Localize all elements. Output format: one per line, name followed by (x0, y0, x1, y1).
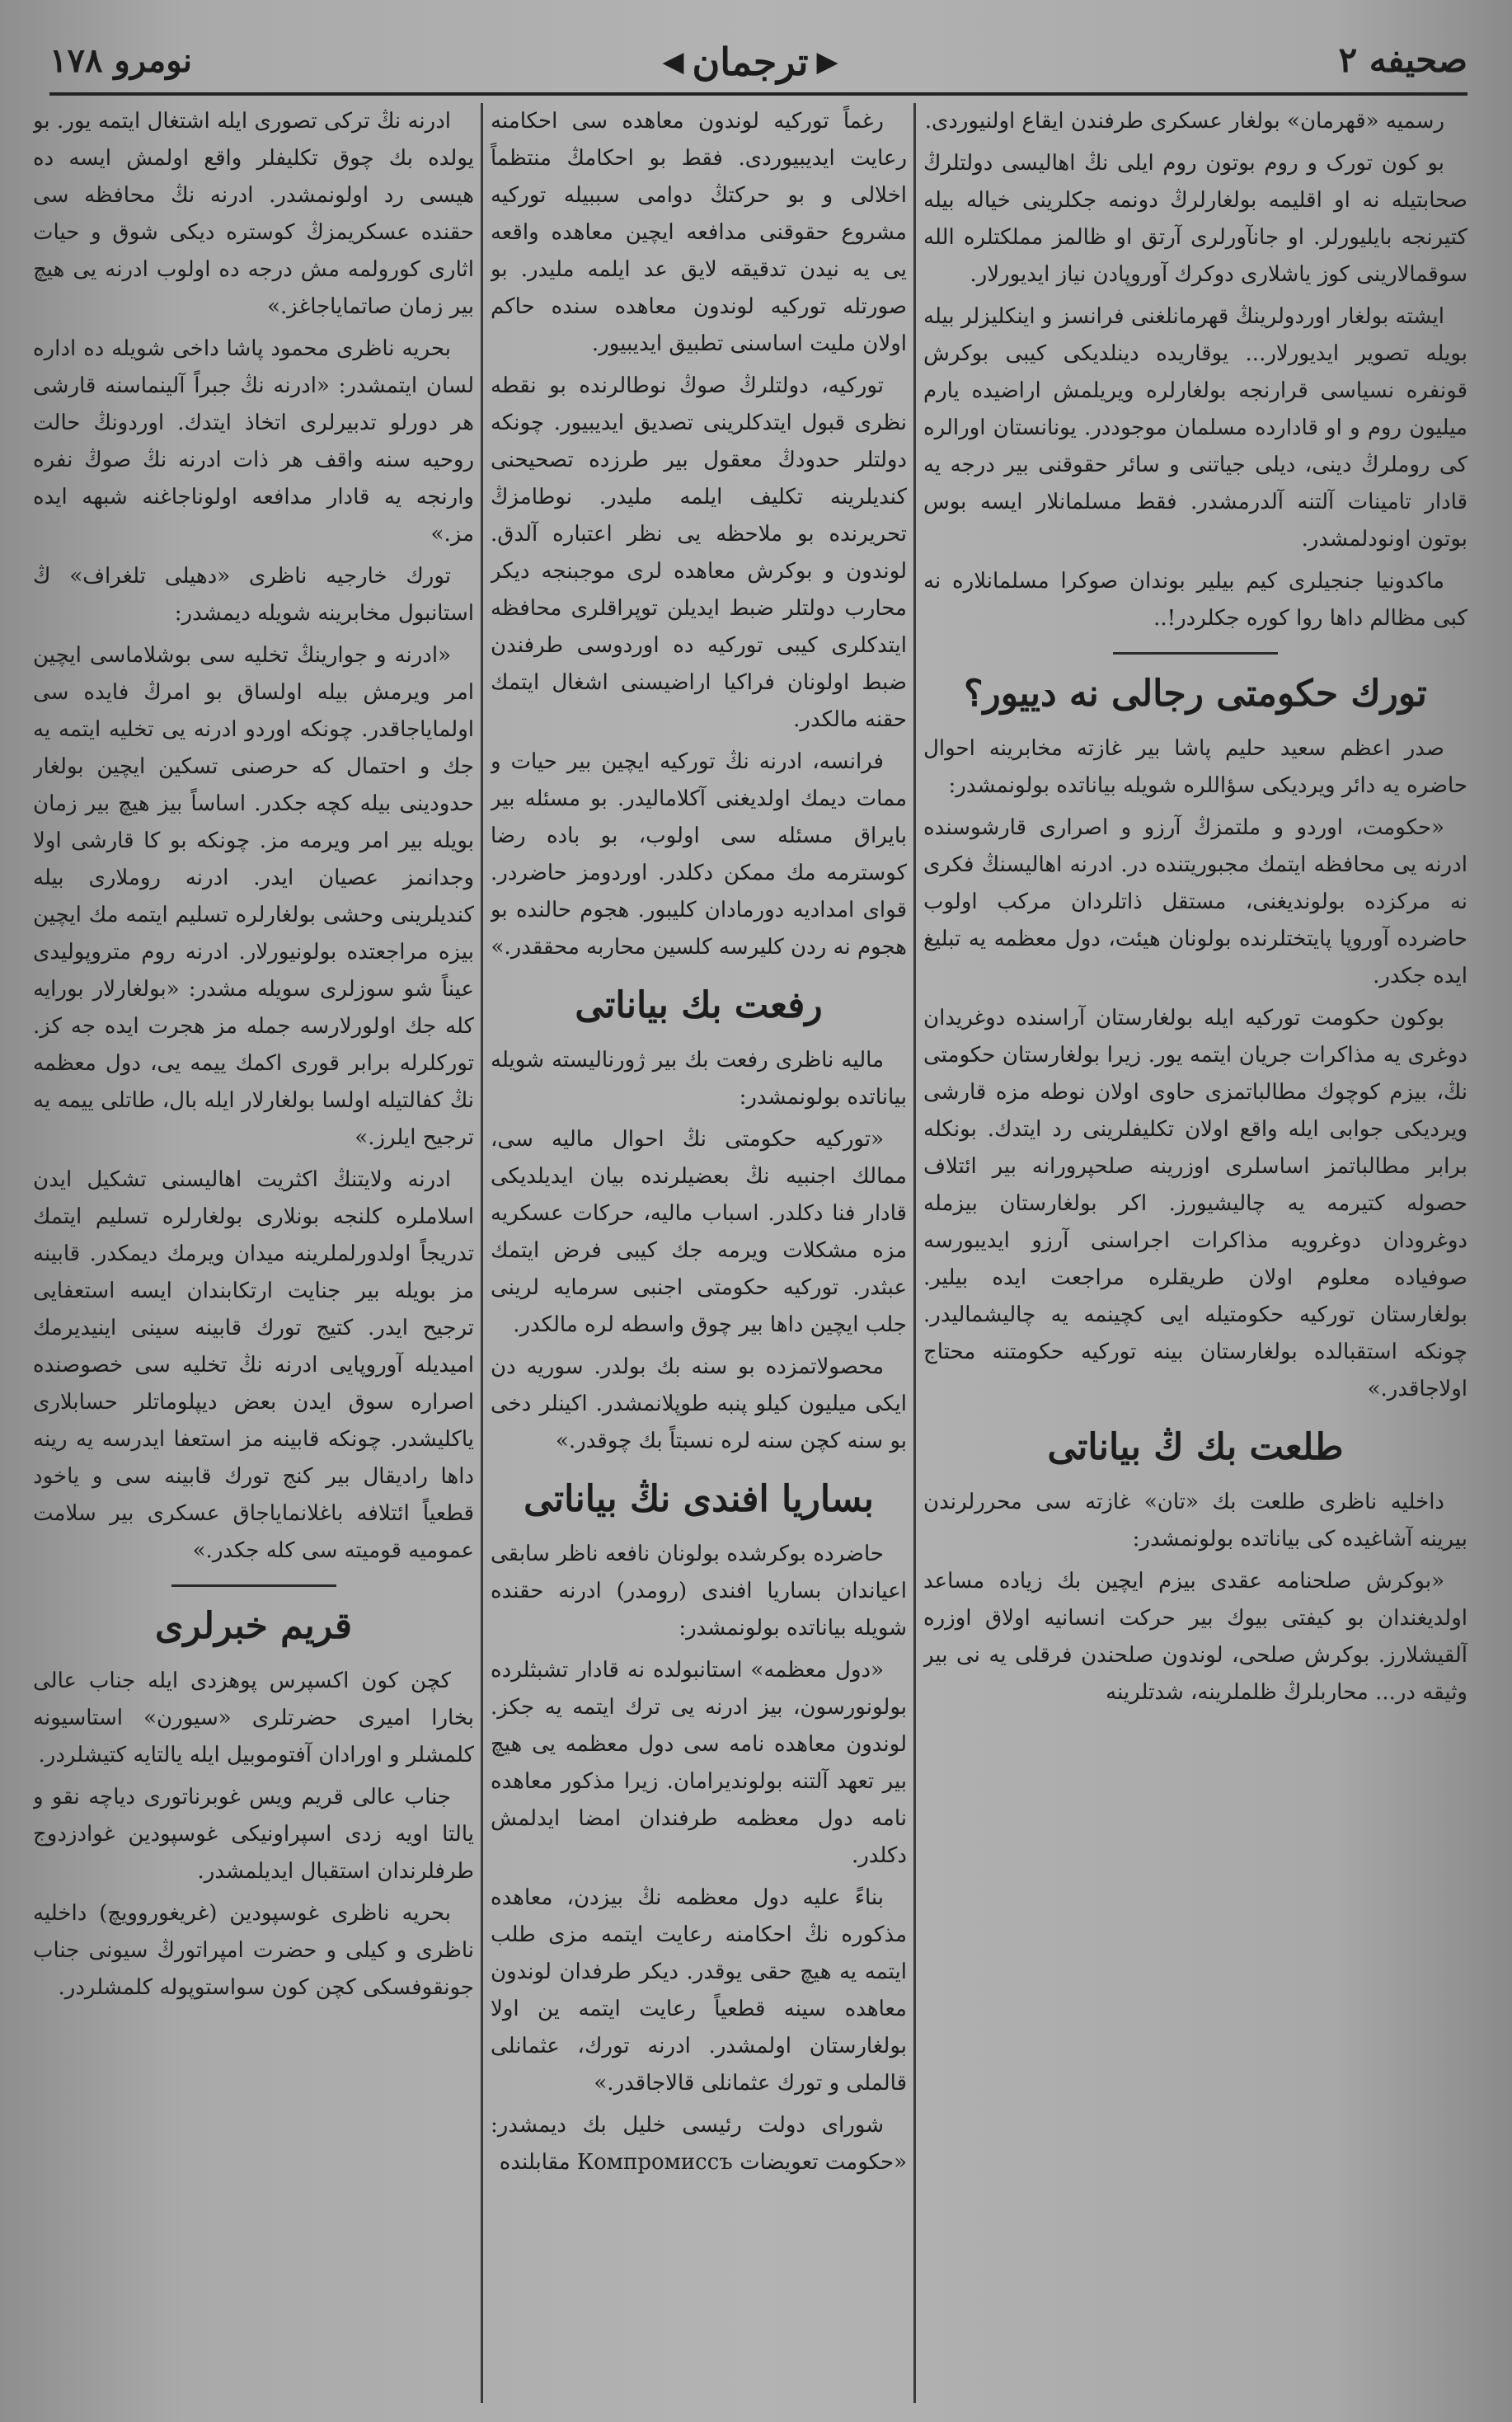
article-paragraph: ادرنه نڭ ترکی تصوری ایله اشتغال ایتمه یور. بو یولده بك چوق تکلیفلر واقع اولمش ایسه ده هیسی رد اولونمشدر. ادرنه نڭ محافظه سی حقنده عسکریمزڭ کوستره دیکی شوق و حیات اثاری کورولمه مش درجه ده اولوب ادرنه یی هیچ بیر زمان صاتمایاجاغز.» (33, 109, 474, 319)
section-heading: طلعت بك ڭ بیاناتی (1047, 1426, 1344, 1468)
article-paragraph: مالیه ناظری رفعت بك بیر ژورنالیسته شویله بیاناتده بولونمشدر: (491, 1048, 907, 1110)
page-number-label: صحیفه ۲ (1338, 40, 1467, 80)
article-paragraph: «تورکیه حکومتی نڭ احوال مالیه سی، ممالك اجنبیه نڭ بعضیلرنده بیان ایدیلدیکی قادار فنا دکلدر. اسباب مالیه، حرکات عسکریه مزه مشکلات ویرمه جك کیبی فرض ایتمك عبثدر. تورکیه حکومتی اجنبی سرمایه لرینی جلب ایچین داها بیر چوق واسطه لره مالکدر. (491, 1127, 907, 1337)
left-ornament-icon: ◀ (662, 45, 684, 78)
right-ornament-icon: ▶ (816, 45, 838, 78)
article-paragraph: حاضرده بوکرشده بولونان نافعه ناظر سابقی اعیاندان بساریا افندی (رومدر) ادرنه حقنده شویله بیاناتده بولونمشدر: (491, 1542, 907, 1640)
column-right (923, 103, 1467, 2403)
article-paragraph: بحریه ناظری محمود پاشا داخی شویله ده اداره لسان ایتمشدر: «ادرنه نڭ جبراً آلینماسنه قارشی هر دورلو تدبیرلری اتخاذ ایتدك. اوردونڭ حالت روحیه سنه واقف هر ذات ادرنه نڭ صوڭ نفره وارنجه یه قادار مدافعه اولوناجاغنه شبهه ایده مز.» (33, 336, 474, 547)
article-paragraph: جناب عالی قریم ویس غوبرناتوری دیاچه نقو و یالتا اویه زدی اسپراونیکی غوسپودین غوادزدوج طرفلرندان استقبال ایدیلمشدر. (33, 1785, 474, 1884)
article-paragraph: «دول معظمه» استانبولده نه قادار تشبثلرده بولونورسون، بیز ادرنه یی ترك ایتمه یه جکز. لوندون معاهده نامه سی دول معظمه یی هیچ بیر تعهد آلتنه بولوندیرامان. زیرا مذکور معاهده نامه دول معظمه طرفندان امضا ایدلمش دکلدر. (491, 1658, 907, 1868)
article-paragraph: کچن کون اکسپرس پوهزدی ایله جناب عالی بخارا امیری حضرتلری «سیورن» استاسیونه کلمشلر و اورادان آفتوموبیل ایله یالتایه کتیشلردر. (33, 1669, 474, 1767)
article-paragraph: «بوکرش صلحنامه عقدی بیزم ایچین بك زیاده مساعد اولدیغندان بو کیفتی بیوك بیر حرکت انسانیه اولاق اوزره آلقیشلارز. بوکرش صلحی، لوندون صلحندن فرقلی یه نی بیر وثیقه در... محاربلرڭ ظلملرینه، شدتلرینه (923, 1569, 1467, 1705)
article-paragraph: رسمیه «قهرمان» بولغار عسکری طرفندن ایقاع اولنیوردی. (924, 109, 1444, 134)
article-paragraph: ایشته بولغار اوردولرینڭ قهرمانلغنی فرانسز و اینکلیزلر بیله بویله تصویر ایدیورلار... یوقاریده دینلدیکی کیبی بوکرش قونفره نسیاسی قرارنجه بولغارلره ویریلمش اراضیده یارم میلیون روم و او قادارده مسلمان موجوددر. یونانستان اورالره کی روملرڭ دینی، دیلی جیاتنی و سائر حقوقنی بیر درجه یه قادار تامینات آلتنه آلدرمشدر. فقط مسلمانلار ایسه بوس بوتون اونودلمشدر. (923, 304, 1467, 552)
column-left (33, 103, 474, 2403)
masthead (49, 33, 1467, 99)
article-paragraph: بوکون حکومت تورکیه ایله بولغارستان آراسنده دوغریدان دوغری یه مذاکرات جریان ایتمه یور. زیرا بولغارستان حکومتی نڭ، بیزم کوچوك مطالباتمزی حاوی اولان نوطه مزه قارشی ویردیکی جوابی ایله واقع اولان تکلیفلرینی رد ایتدك. بونکله برابر مطالباتمز اساسلری اوزرینه صلحپرورانه بیر ائتلاف حصوله کتیرمه یه چالیشیورز. اکر بولغارستان بیزمله دوغرودان دوغرویه مذاکرات اجراسنی آرزو ایدیبورسه صوفیاده معلوم اولان طریقلره مراجعت ایده بیلیر. بولغارستان تورکیه حکومتیله ایی کچینمه یه چالیشمالیدر. چونکه استقبالده بولغارستان بینه تورکیه حکومتنه محتاج اولاجاقدر.» (923, 1006, 1467, 1401)
article-paragraph: ماکدونیا جنجیلری کیم بیلیر بوندان صوکرا مسلمانلاره نه کبی مظالم داها روا کوره جکلردر!.. (923, 569, 1467, 631)
article-paragraph: بو کون تورک و روم بوتون روم ایلی نڭ اهالیسی دولتلرڭ صحابتیله نه او اقلیمه بولغارلرڭ دونمه جکلرینی خیاله بیله کتیرنجه بایلیورلر. او جانآورلری آرتق او ظالمز مملکتلره الله سوقمالارینی کوز یاشلاری دوکرك آوروپادن نیاز ایدیورلار. (923, 151, 1467, 287)
section-heading: قریم خبرلری (154, 1605, 353, 1647)
paper-title: ترجمان (692, 40, 809, 84)
column-divider (913, 103, 916, 2403)
issue-number-label: نومرو ۱۷۸ (49, 41, 192, 80)
article-paragraph: فرانسه، ادرنه نڭ تورکیه ایچین بیر حیات و ممات دیمك اولدیغنی آکلامالیدر. بو مسئله بیر بایراق مسئله سی اولوب، بو باده رضا کوسترمه مك ممکن دکلدر. اوردومز حاضردر. قوای امدادیه دورمادان کلیبور. هجوم حالنده بو هجوم نه ردن کلیرسه کلسین محاربه محققدر.» (491, 749, 907, 960)
article-paragraph: بحریه ناظری غوسپودین (غریغوروویچ) داخلیه ناظری و کیلی و حضرت امپراتورڭ سیونی جناب جونقوفسکی کچن کون سواستوپوله کلمشلردر. (33, 1901, 474, 2000)
section-separator (1113, 652, 1278, 655)
article-paragraph: «حکومت، اوردو و ملتمزڭ آرزو و اصراری قارشوسنده ادرنه یی محافظه ایتمك مجبوریتنده در. ادرنه اهالیسنڭ فکری نه مرکزده بولوندیغنی، مستقل ذاتلردان مرکب اولوب حاضرده آوروپا پایتختلرنده بولونان هیئت، دول معظمه یه تبلیغ ایده جکدر. (923, 815, 1467, 988)
section-separator (171, 1584, 336, 1587)
paper-title-cartouche (643, 33, 857, 91)
section-heading: بساریا افندی نڭ بیاناتی (524, 1478, 874, 1520)
article-paragraph: رغماً تورکیه لوندون معاهده سی احکامنه رعایت ایدیبیوردی. فقط بو احکامڭ منتظماً اخلالی و بو حرکتڭ دوامی سببیله تورکیه مشروع حقوقنی مدافعه ایچین معاهده واقعه یی یه نیدن تدقیقه لایق عد ایلمه ملیدر. بو صورتله تورکیه لوندون معاهده سنده حاکم اولان ملیت اساسنی تطبیق ایدیبیور. (491, 109, 907, 356)
article-paragraph: «ادرنه و جوارینڭ تخلیه سی بوشلاماسی ایچین امر ویرمش بیله اولساق بو امرڭ فایده سی اولمایاجاقدر. چونکه اوردو ادرنه یی تخلیه ایتمه یه جك و احتمال که حرصنی تسکین ایچین بولغار حدودینی بیله کچه جکدر. اساساً بیز هیچ بیر زمان بویله بیر امر ویرمه مز. چونکه بو کا قارشی اولا وجدانمز عصیان ایدر. ادرنه روملاری بیله کندیلرینی وحشی بولغارلره تسلیم ایتمه مك ایچین بیزه مراجعتده بولونیورلار. ادرنه روم متروپولیدی عیناً شو سوزلری سویله مشدر: «بولغارلار بورایه کله جك اولورلارسه جمله مز هجرت ایده جه کز. تورکلرله برابر قوری اکمك ییمه یی، دول معظمه نڭ کفالتیله اولسا بولغارلار ایله بال، طاتلی ییمه یه ترجیح ایلرز.» (33, 643, 474, 1150)
article-paragraph: تورکیه، دولتلرڭ صوڭ نوطالرنده بو نقطه نظری قبول ایتدکلرینی تصدیق ایدیبیور. چونکه دولتلر حدودڭ معقول بیر طرزده تصحیحنی کندیلرینه تکلیف ایلمه ملیدر. نوطامزڭ تحریرنده بو ملاحظه یی نظر اعتباره آلدق. لوندون و بوکرش معاهده لری موجبنجه دیکر محارب دولتلر ضبط ایدیلن توپراقلری محافظه ایتدکلری کیبی تورکیه ده اوردوسی طرفندن ضبط اولونان فراکیا اراضیسنی اشغال ایتمك حقنه مالکدر. (491, 373, 907, 732)
masthead-rule (49, 92, 1467, 96)
article-paragraph: داخلیه ناظری طلعت بك «تان» غازته سی محررلرندن بیرینه آشاغیده کی بیاناتده بولونمشدر: (923, 1490, 1467, 1551)
section-heading: تورك حكومتی رجالی نه دییور؟ (964, 673, 1427, 715)
article-paragraph: صدر اعظم سعید حلیم پاشا بیر غازته مخابرینه احوال حاضره یه دائر ویردیکی سؤاللره شویله بیاناتده بولونمشدر: (923, 736, 1467, 798)
column-divider (481, 103, 483, 2403)
article-paragraph: بناءً علیه دول معظمه نڭ بیزدن، معاهده مذکوره نڭ احکامنه رعایت ایتمه مزی طلب ایتمه یه هیچ حقی یوقدر. دیکر طرفدان لوندون معاهده سینه قطعیاً رعایت ایتمه ین اولا بولغارستان اولمشدر. ادرنه تورك، عثمانلی قالملی و تورك عثمانلی قالاجاقدر.» (491, 1885, 907, 2096)
section-heading: رفعت بك بیاناتی (575, 984, 823, 1026)
article-paragraph: تورك خارجیه ناظری «دهیلی تلغراف» ڭ استانبول مخابرینه شویله دیمشدر: (33, 564, 474, 626)
article-paragraph: شورای دولت رئیسی خلیل بك دیمشدر: «حکومت تعویضات Компромиссъ مقابلنده (491, 2113, 907, 2175)
column-middle (491, 103, 907, 2403)
article-paragraph: ادرنه ولایتنڭ اکثریت اهالیسنی تشکیل ایدن اسلاملره کلنجه بونلاری بولغارلره تسلیم ایتمك تدریجاً اولدورلملرینه میدان ویرمك دیمکدر. قابینه مز بویله بیر جنایت ارتکابندان ایسه استعفایی ترجیح ایدر. کتیج تورك قابینه سینی اینیدیرمك امیدیله آوروپایی ادرنه نڭ تخلیه سی خصوصنده اصراره سوق ایدن بعض دیپلوماتلر حسابلاری یاکلیشدر. چونکه قابینه مز استعفا ایدرسه یه رینه داها رادیقال بیر کنج تورك قابینه سی و یاخود قطعیاً ائتلافه باغلانمایاجاق عسکری بیر سلامت عمومیه قومیته سی کله جکدر.» (33, 1167, 474, 1563)
article-paragraph: محصولاتمزده بو سنه بك بولدر. سوریه دن ایکی میلیون کیلو پنبه طوپلانمشدر. اکینلر دخی بو سنه کچن سنه لره نسبتاً بك چوقدر.» (491, 1354, 907, 1453)
